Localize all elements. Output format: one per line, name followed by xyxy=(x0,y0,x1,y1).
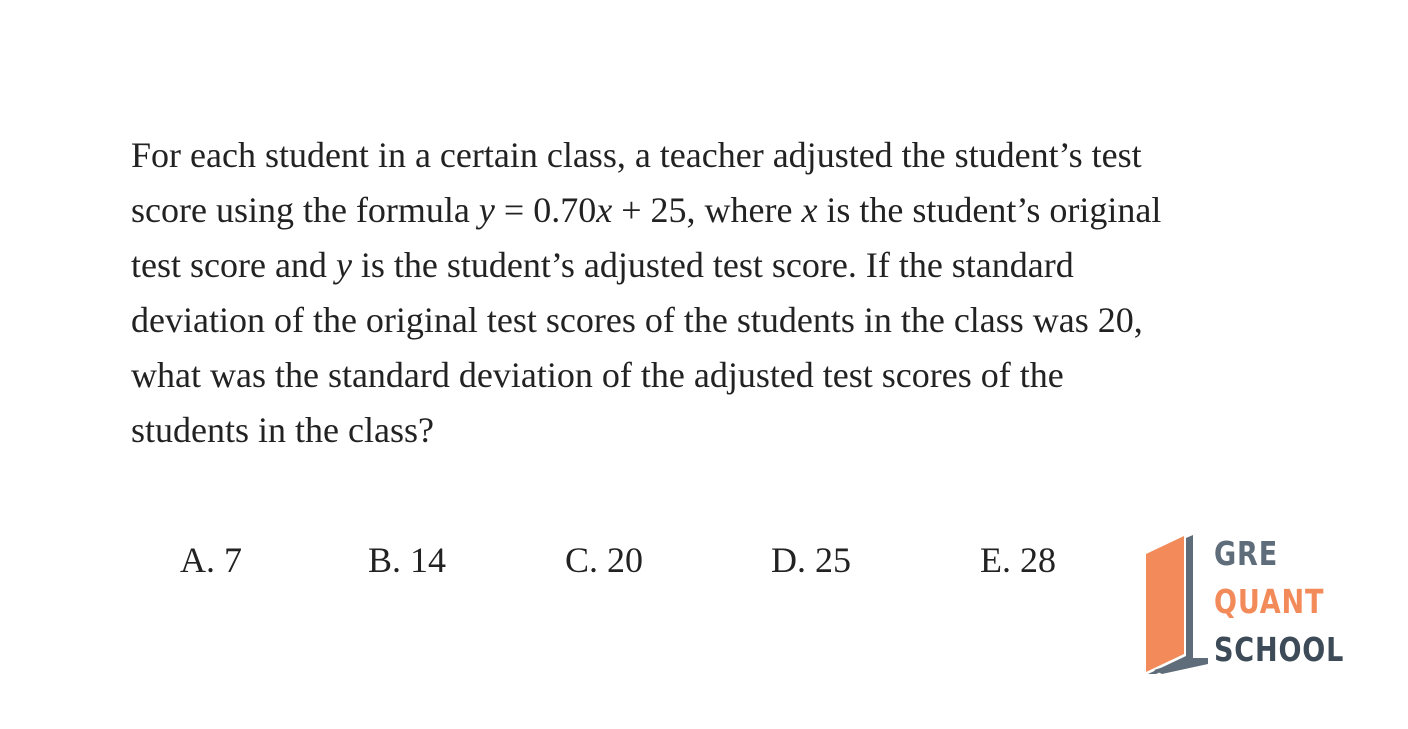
question-line-5: what was the standard deviation of the adjusted test scores of the xyxy=(131,355,1064,395)
question-line-3: test score and y is the student’s adjusted test score. If the standard xyxy=(131,245,1074,285)
question-text xyxy=(131,128,1301,458)
logo-text-quant: QUANT xyxy=(1214,582,1325,621)
gre-quant-school-logo xyxy=(1140,532,1350,677)
question-line-6: students in the class? xyxy=(131,410,434,450)
question-line-1: For each student in a certain class, a teacher adjusted the student’s test xyxy=(131,135,1142,175)
choice-e[interactable]: E. 28 xyxy=(980,540,1056,580)
variable-y: y xyxy=(335,245,352,285)
answer-choices xyxy=(0,533,1120,593)
choice-d[interactable]: D. 25 xyxy=(771,540,851,580)
variable-x: x xyxy=(596,190,613,230)
question-line-4: deviation of the original test scores of the students in the class was 20, xyxy=(131,300,1143,340)
variable-x: x xyxy=(801,190,818,230)
variable-y: y xyxy=(478,190,495,230)
question-line-2: score using the formula y = 0.70x + 25, where x is the student’s original xyxy=(131,190,1162,230)
logo-text-gre: GRE xyxy=(1214,534,1278,573)
choice-a[interactable]: A. 7 xyxy=(180,540,242,580)
logo-text-school: SCHOOL xyxy=(1214,630,1345,669)
choice-c[interactable]: C. 20 xyxy=(565,540,644,580)
choice-b[interactable]: B. 14 xyxy=(368,540,447,580)
book-icon xyxy=(1140,532,1210,677)
